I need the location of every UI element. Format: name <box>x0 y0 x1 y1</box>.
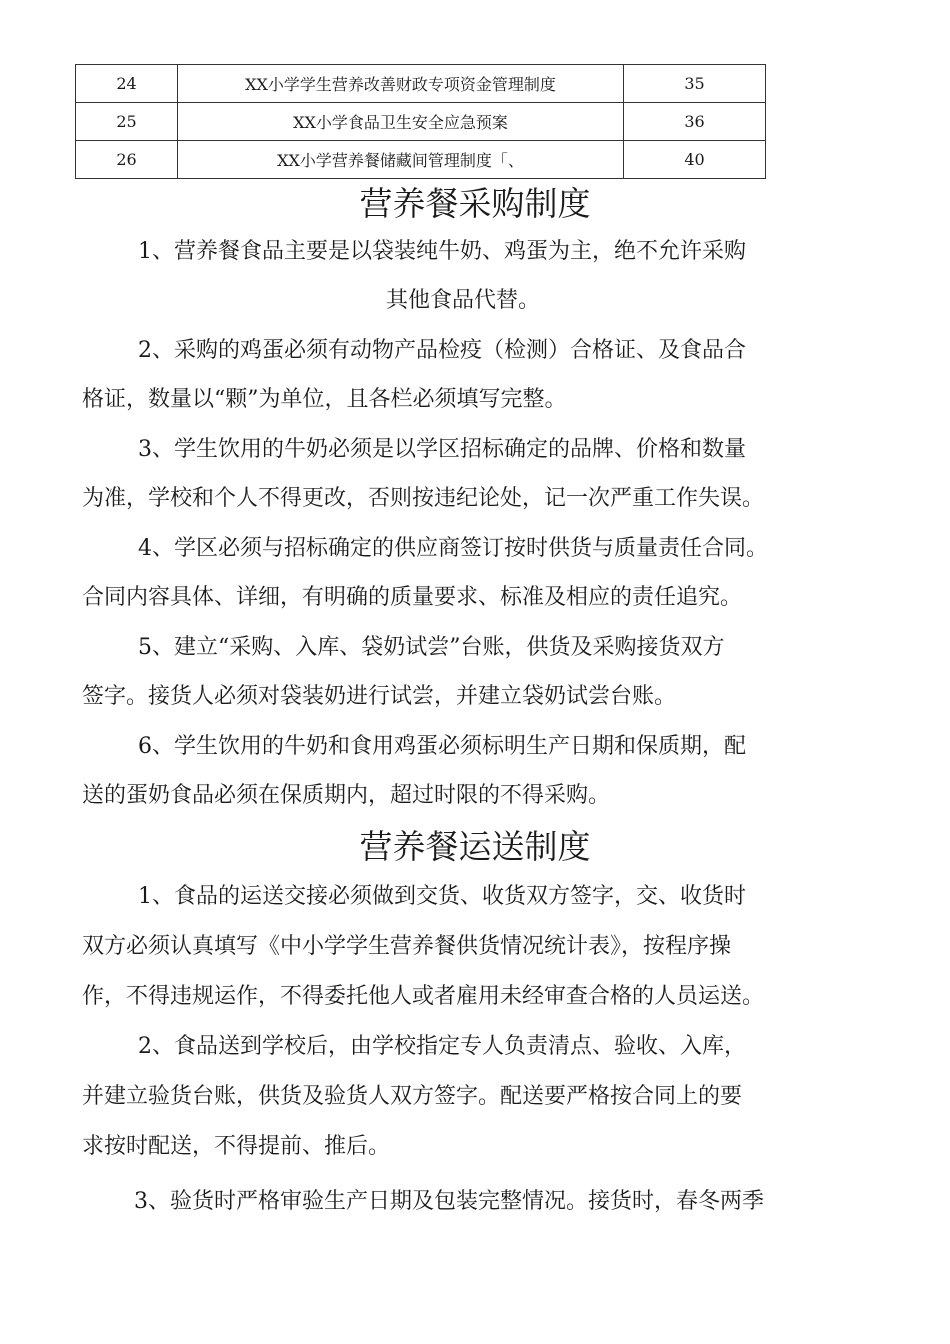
transport-title: 营养餐运送制度 <box>359 827 591 866</box>
toc-title: XX小学营养餐储藏间管理制度「、 <box>178 141 624 179</box>
procurement-line: 送的蛋奶食品必须在保质期内，超过时限的不得采购。 <box>82 783 611 808</box>
procurement-line: 2、采购的鸡蛋必须有动物产品检疫（检测）合格证、及食品合 <box>138 338 746 363</box>
procurement-line: 其他食品代替。 <box>386 288 541 313</box>
procurement-line: 1、营养餐食品主要是以袋装纯牛奶、鸡蛋为主，绝不允许采购 <box>138 239 746 264</box>
transport-line: 3、验货时严格审验生产日期及包装完整情况。接货时，春冬两季 <box>134 1189 764 1214</box>
toc-number: 25 <box>76 103 178 141</box>
procurement-line: 合同内容具体、详细，有明确的质量要求、标准及相应的责任追究。 <box>82 585 743 610</box>
procurement-line: 4、学区必须与招标确定的供应商签订按时供货与质量责任合同。 <box>138 536 768 561</box>
toc-title: XX小学学生营养改善财政专项资金管理制度 <box>178 65 624 103</box>
table-row <box>76 65 766 103</box>
procurement-line: 3、学生饮用的牛奶必须是以学区招标确定的品牌、价格和数量 <box>138 437 746 462</box>
transport-line: 2、食品送到学校后，由学校指定专人负责清点、验收、入库， <box>138 1034 746 1059</box>
procurement-title: 营养餐采购制度 <box>359 184 591 223</box>
transport-line: 求按时配送，不得提前、推后。 <box>82 1134 391 1159</box>
toc-number: 26 <box>76 141 178 179</box>
procurement-line: 签字。接货人必须对袋装奶进行试尝，并建立袋奶试尝台账。 <box>82 684 677 709</box>
toc-page: 40 <box>624 141 766 179</box>
procurement-line: 6、学生饮用的牛奶和食用鸡蛋必须标明生产日期和保质期，配 <box>138 734 746 759</box>
table-row <box>76 103 766 141</box>
transport-line: 并建立验货台账，供货及验货人双方签字。配送要严格按合同上的要 <box>82 1084 743 1109</box>
transport-line: 1、食品的运送交接必须做到交货、收货双方签字，交、收货时 <box>138 884 746 909</box>
toc-number: 24 <box>76 65 178 103</box>
procurement-line: 为准，学校和个人不得更改，否则按违纪论处，记一次严重工作失误。 <box>82 486 765 511</box>
toc-page: 36 <box>624 103 766 141</box>
procurement-line: 格证，数量以“颗”为单位，且各栏必须填写完整。 <box>82 387 567 412</box>
transport-line: 作，不得违规运作，不得委托他人或者雇用未经审查合格的人员运送。 <box>82 984 765 1009</box>
toc-page: 35 <box>624 65 766 103</box>
transport-line: 双方必须认真填写《中小学学生营养餐供货情况统计表》，按程序操 <box>82 934 732 959</box>
procurement-line: 5、建立“采购、入库、袋奶试尝”台账，供货及采购接货双方 <box>138 635 725 660</box>
table-row <box>76 141 766 179</box>
toc-title: XX小学食品卫生安全应急预案 <box>178 103 624 141</box>
toc-table <box>75 64 766 179</box>
